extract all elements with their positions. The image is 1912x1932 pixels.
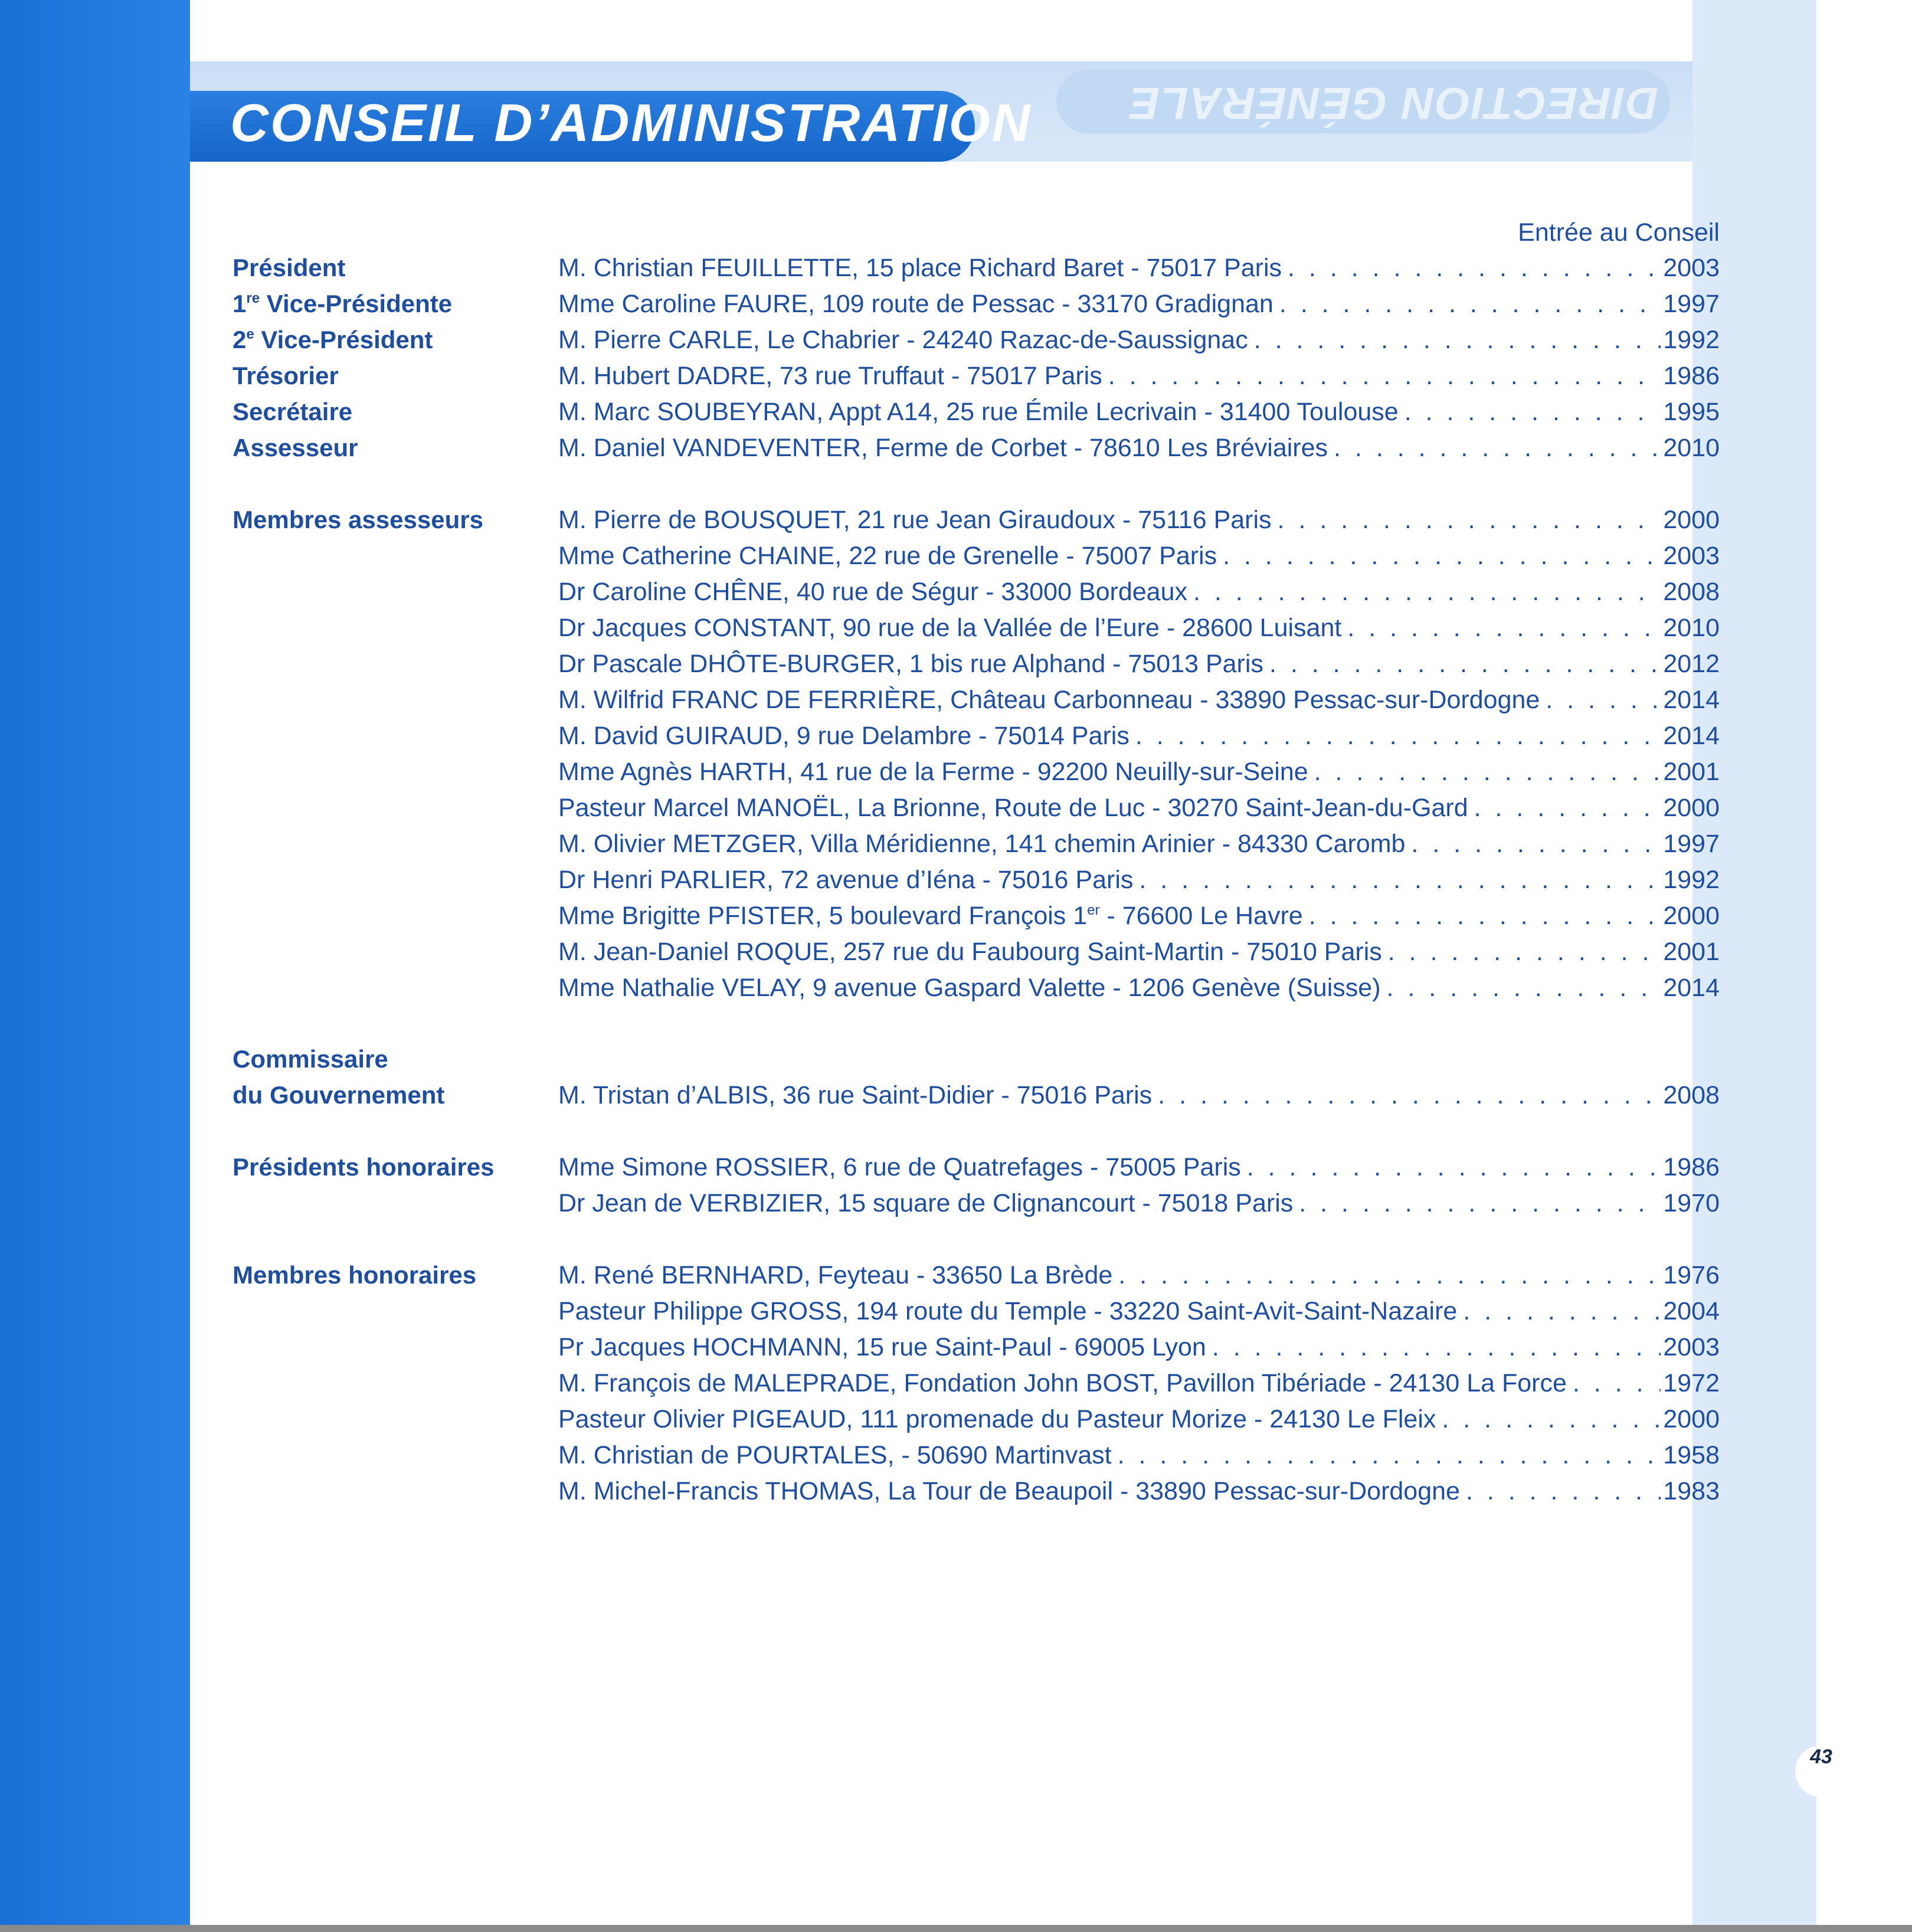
- member-name: Dr Pascale DHÔTE-BURGER, 1 bis rue Alphand - 75013 Paris: [558, 650, 1263, 678]
- member-name: Dr Henri PARLIER, 72 avenue d’Iéna - 75016 Paris: [558, 866, 1134, 894]
- dot-leader: [1399, 395, 1661, 428]
- dot-leader: [1293, 1187, 1661, 1220]
- role-du-gouvernement: du Gouvernement: [233, 1081, 445, 1109]
- member-name: Dr Jean de VERBIZIER, 15 square de Clignancourt - 75018 Paris: [558, 1189, 1294, 1217]
- member-name: Pasteur Philippe GROSS, 194 route du Temple - 33220 Saint-Avit-Saint-Nazaire: [558, 1297, 1458, 1325]
- top-white-panel: [190, 0, 1692, 61]
- dot-leader: [1102, 359, 1661, 392]
- member-year: 1986: [1663, 1153, 1720, 1181]
- dot-leader: [1241, 1151, 1661, 1184]
- member-row: [558, 1439, 1720, 1472]
- member-row: [558, 323, 1720, 356]
- member-name: M. David GUIRAUD, 9 rue Delambre - 75014 Paris: [558, 722, 1129, 750]
- member-row: [558, 575, 1720, 608]
- member-name: M. Wilfrid FRANC DE FERRIÈRE, Château Carbonneau - 33890 Pessac-sur-Dordogne: [558, 686, 1540, 714]
- member-year: 2003: [1663, 1333, 1720, 1361]
- member-row: [558, 251, 1720, 284]
- dot-leader: [1540, 683, 1661, 716]
- member-row: [558, 539, 1720, 572]
- dot-leader: [1460, 1475, 1661, 1508]
- dot-leader: [1436, 1403, 1661, 1436]
- member-row: [558, 1367, 1720, 1400]
- member-name: M. Jean-Daniel ROQUE, 257 rue du Faubourg Saint-Martin - 75010 Paris: [558, 938, 1382, 966]
- member-row: [558, 395, 1720, 428]
- member-name: M. Daniel VANDEVENTER, Ferme de Corbet - 78610 Les Bréviaires: [558, 434, 1328, 462]
- dot-leader: [1468, 791, 1661, 824]
- member-row: [558, 1295, 1720, 1328]
- member-year: 2014: [1663, 722, 1720, 750]
- dot-leader: [1217, 539, 1661, 572]
- member-name: [558, 899, 1303, 932]
- member-name: Mme Simone ROSSIER, 6 rue de Quatrefages - 75005 Paris: [558, 1153, 1241, 1181]
- member-name: Dr Caroline CHÊNE, 40 rue de Ségur - 33000 Bordeaux: [558, 578, 1188, 606]
- dot-leader: [1129, 719, 1661, 752]
- member-name: Mme Agnès HARTH, 41 rue de la Ferme - 92200 Neuilly-sur-Seine: [558, 758, 1308, 786]
- dot-leader: [1282, 251, 1661, 284]
- member-year: 1992: [1663, 326, 1720, 354]
- member-year: 1997: [1663, 290, 1720, 318]
- member-row: [558, 1475, 1720, 1508]
- member-name: M. Pierre de BOUSQUET, 21 rue Jean Giraudoux - 75116 Paris: [558, 506, 1272, 534]
- member-name: M. Michel-Francis THOMAS, La Tour de Beaupoil - 33890 Pessac-sur-Dordogne: [558, 1477, 1460, 1505]
- role-superscript: re: [246, 290, 260, 306]
- member-year: 2004: [1663, 1297, 1720, 1325]
- member-year: 1958: [1663, 1441, 1720, 1469]
- member-name-rest: - 76600 Le Havre: [1099, 902, 1303, 930]
- member-name: Pasteur Olivier PIGEAUD, 111 promenade du Pasteur Morize - 24130 Le Fleix: [558, 1405, 1436, 1433]
- member-year: 2000: [1663, 506, 1720, 534]
- scan-bottom-edge: [0, 1925, 1912, 1932]
- member-year: 2010: [1663, 614, 1720, 642]
- member-year: 1972: [1663, 1369, 1720, 1397]
- role-text: Vice-Présidente: [260, 290, 453, 317]
- member-year: 2010: [1663, 434, 1720, 462]
- member-row: [558, 971, 1720, 1004]
- ordinal-superscript: er: [1087, 902, 1100, 918]
- member-row: [558, 647, 1720, 680]
- member-name-part: Mme Brigitte PFISTER, 5 boulevard François 1: [558, 902, 1088, 930]
- member-year: 2001: [1663, 758, 1720, 786]
- member-row: [558, 899, 1720, 932]
- member-row: [558, 431, 1720, 464]
- member-year: 2012: [1663, 650, 1720, 678]
- member-year: 2000: [1663, 794, 1720, 822]
- dot-leader: [1206, 1331, 1661, 1364]
- member-name: M. Marc SOUBEYRAN, Appt A14, 25 rue Émile Lecrivain - 31400 Toulouse: [558, 398, 1399, 426]
- member-row: [558, 755, 1720, 788]
- member-year: 1986: [1663, 362, 1720, 390]
- member-row: [558, 683, 1720, 716]
- dot-leader: [1381, 971, 1661, 1004]
- member-name: Dr Jacques CONSTANT, 90 rue de la Vallée de l’Eure - 28600 Luisant: [558, 614, 1342, 642]
- member-year: 2008: [1663, 578, 1720, 606]
- role-membres-honoraires: Membres honoraires: [233, 1261, 477, 1289]
- member-year: 1983: [1663, 1477, 1720, 1505]
- member-name: M. Pierre CARLE, Le Chabrier - 24240 Razac-de-Saussignac: [558, 326, 1248, 354]
- member-row: [558, 503, 1720, 536]
- member-row: [558, 719, 1720, 752]
- role-vice-president-2: [233, 323, 433, 356]
- member-year: 2014: [1663, 686, 1720, 714]
- member-name: M. Christian FEUILLETTE, 15 place Richard Baret - 75017 Paris: [558, 254, 1282, 282]
- dot-leader: [1272, 503, 1661, 536]
- role-superscript: e: [246, 326, 254, 342]
- member-row: [558, 1331, 1720, 1364]
- dot-leader: [1567, 1367, 1661, 1400]
- member-row: [558, 611, 1720, 644]
- member-row: [558, 827, 1720, 860]
- member-name: M. Tristan d’ALBIS, 36 rue Saint-Didier - 75016 Paris: [558, 1081, 1153, 1109]
- dot-leader: [1248, 323, 1661, 356]
- page-title: CONSEIL D’ADMINISTRATION: [230, 94, 1032, 153]
- dot-leader: [1187, 575, 1661, 608]
- member-name: M. Christian de POURTALES, - 50690 Martinvast: [558, 1441, 1112, 1469]
- member-row: [558, 359, 1720, 392]
- member-name: M. Olivier METZGER, Villa Méridienne, 141 chemin Arinier - 84330 Caromb: [558, 830, 1406, 858]
- dot-leader: [1133, 863, 1661, 896]
- role-membres-assesseurs: Membres assesseurs: [233, 506, 483, 533]
- member-row: [558, 791, 1720, 824]
- member-row: [558, 1079, 1720, 1112]
- member-row: [558, 1403, 1720, 1436]
- page-edge: [1816, 0, 1912, 1925]
- member-year: 2003: [1663, 254, 1720, 282]
- dot-leader: [1328, 431, 1661, 464]
- member-row: [558, 935, 1720, 968]
- role-number: 2: [233, 326, 247, 353]
- role-commissaire: Commissaire: [233, 1045, 388, 1073]
- role-assesseur: Assesseur: [233, 434, 358, 461]
- dot-leader: [1112, 1259, 1661, 1292]
- dot-leader: [1273, 287, 1661, 320]
- member-name: Mme Caroline FAURE, 109 route de Pessac - 33170 Gradignan: [558, 290, 1273, 318]
- dot-leader: [1263, 647, 1661, 680]
- role-presidents-honoraires: Présidents honoraires: [233, 1153, 495, 1181]
- member-year: 2000: [1663, 1405, 1720, 1433]
- member-name: M. Hubert DADRE, 73 rue Truffaut - 75017 Paris: [558, 362, 1102, 390]
- bleed-through-heading: DIRECTION GÉNÉRALE: [1128, 78, 1658, 128]
- member-year: 2003: [1663, 542, 1720, 570]
- member-year: 2000: [1663, 902, 1720, 930]
- member-row: [558, 863, 1720, 896]
- dot-leader: [1405, 827, 1661, 860]
- member-name: Pr Jacques HOCHMANN, 15 rue Saint-Paul - 69005 Lyon: [558, 1333, 1206, 1361]
- member-name: Mme Nathalie VELAY, 9 avenue Gaspard Valette - 1206 Genève (Suisse): [558, 974, 1381, 1002]
- role-number: 1: [233, 290, 247, 317]
- member-year: 2008: [1663, 1081, 1720, 1109]
- member-year: 1976: [1663, 1261, 1720, 1289]
- member-year: 1970: [1663, 1189, 1720, 1217]
- role-text: Vice-Président: [254, 326, 433, 353]
- role-tresorier: Trésorier: [233, 362, 339, 389]
- dot-leader: [1341, 611, 1661, 644]
- dot-leader: [1303, 899, 1661, 932]
- left-blue-sidebar: [0, 0, 190, 1925]
- member-year: 2014: [1663, 974, 1720, 1002]
- member-year: 1997: [1663, 830, 1720, 858]
- role-vice-presidente-1: [233, 287, 452, 320]
- member-row: [558, 1259, 1720, 1292]
- member-year: 1992: [1663, 866, 1720, 894]
- page-number: 43: [1810, 1746, 1832, 1768]
- dot-leader: [1112, 1439, 1661, 1472]
- dot-leader: [1457, 1295, 1661, 1328]
- member-row: [558, 1187, 1720, 1220]
- member-row: [558, 287, 1720, 320]
- member-name: Pasteur Marcel MANOËL, La Brionne, Route de Luc - 30270 Saint-Jean-du-Gard: [558, 794, 1468, 822]
- member-name: Mme Catherine CHAINE, 22 rue de Grenelle - 75007 Paris: [558, 542, 1217, 570]
- dot-leader: [1152, 1079, 1661, 1112]
- member-year: 2001: [1663, 938, 1720, 966]
- role-secretaire: Secrétaire: [233, 398, 353, 425]
- member-row: [558, 1151, 1720, 1184]
- role-president: Président: [233, 254, 346, 281]
- member-name: M. François de MALEPRADE, Fondation John BOST, Pavillon Tibériade - 24130 La Force: [558, 1369, 1567, 1397]
- dot-leader: [1382, 935, 1661, 968]
- dot-leader: [1308, 755, 1661, 788]
- entry-column-header: Entrée au Conseil: [1518, 218, 1720, 247]
- member-name: M. René BERNHARD, Feyteau - 33650 La Brède: [558, 1261, 1113, 1289]
- member-year: 1995: [1663, 398, 1720, 426]
